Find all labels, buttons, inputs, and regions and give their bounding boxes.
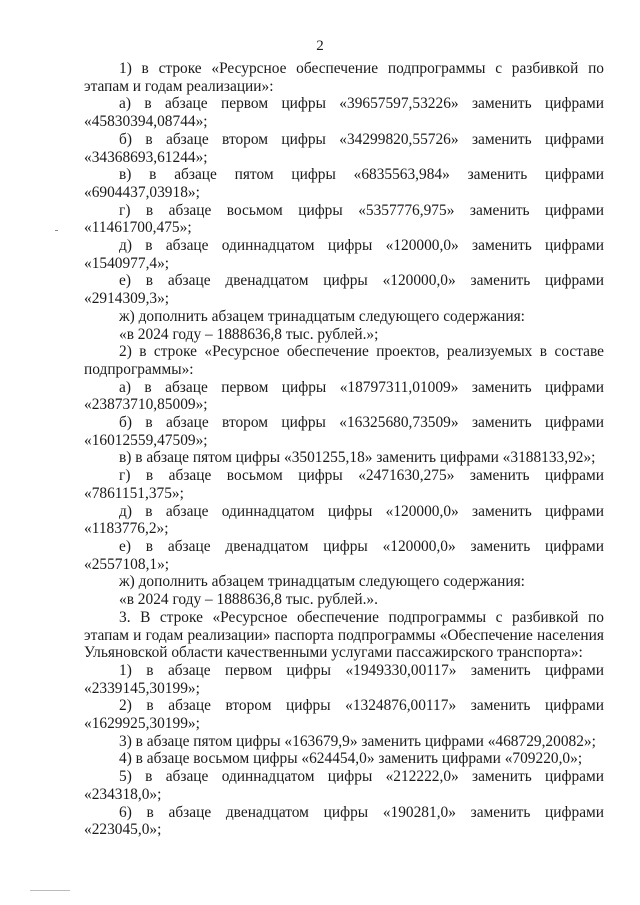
paragraph: ж) дополнить абзацем тринадцатым следующего содержания: (119, 573, 525, 591)
paragraph: д) в абзаце одиннадцатом цифры «120000,0» заменить цифрами «1540977,4»; (84, 237, 604, 272)
paragraph: 1) в абзаце первом цифры «1949330,00117» заменить цифрами «2339145,30199»; (84, 661, 604, 697)
paragraph: 1) в строке «Ресурсное обеспечение подпрограммы с разбивкой по этапам и годам реализации»: (84, 60, 604, 95)
paragraph: 3. В строке «Ресурсное обеспечение подпрограммы с разбивкой по этапам и годам реализации» паспорта подпрограммы «Обеспечение населения Ульяновской области качественными услугами пассажирского транспорта»: (84, 608, 604, 662)
paragraph: 2) в строке «Ресурсное обеспечение проектов, реализуемых в составе подпрограммы»: (84, 343, 604, 378)
paragraph: 6) в абзаце двенадцатом цифры «190281,0» заменить цифрами «223045,0»; (84, 803, 604, 839)
paragraph: г) в абзаце восьмом цифры «5357776,975» заменить цифрами «11461700,475»; (84, 201, 604, 237)
scan-artifact (55, 230, 58, 231)
paragraph: е) в абзаце двенадцатом цифры «120000,0» заменить цифрами «2914309,3»; (84, 272, 604, 308)
paragraph: е) в абзаце двенадцатом цифры «120000,0» заменить цифрами «2557108,1»; (84, 537, 604, 573)
paragraph: в) в абзаце пятом цифры «6835563,984» заменить цифрами «6904437,03918»; (84, 166, 604, 201)
paragraph: д) в абзаце одиннадцатом цифры «120000,0» заменить цифрами «1183776,2»; (84, 502, 604, 538)
paragraph: а) в абзаце первом цифры «39657597,53226» заменить цифрами «45830394,08744»; (84, 95, 604, 131)
paragraph: б) в абзаце втором цифры «16325680,73509» заменить цифрами «16012559,47509»; (84, 414, 604, 449)
paragraph: 5) в абзаце одиннадцатом цифры «212222,0» заменить цифрами «234318,0»; (84, 768, 604, 803)
page-number: 2 (316, 38, 324, 54)
paragraph: 3) в абзаце пятом цифры «163679,9» заменить цифрами «468729,20082»; (119, 732, 596, 750)
paragraph: «в 2024 году – 1888636,8 тыс. рублей.». (119, 591, 378, 609)
paragraph: «в 2024 году – 1888636,8 тыс. рублей.»; (119, 325, 379, 343)
document-body (84, 60, 604, 839)
paragraph: г) в абзаце восьмом цифры «2471630,275» заменить цифрами «7861151,375»; (84, 467, 604, 502)
paragraph: ж) дополнить абзацем тринадцатым следующего содержания: (119, 307, 525, 325)
paragraph: 2) в абзаце втором цифры «1324876,00117» заменить цифрами «1629925,30199»; (84, 697, 604, 733)
paragraph: а) в абзаце первом цифры «18797311,01009» заменить цифрами «23873710,85009»; (84, 378, 604, 414)
paragraph: б) в абзаце втором цифры «34299820,55726» заменить цифрами «34368693,61244»; (84, 130, 604, 166)
paragraph: в) в абзаце пятом цифры «3501255,18» заменить цифрами «3188133,92»; (119, 449, 596, 467)
paragraph: 4) в абзаце восьмом цифры «624454,0» заменить цифрами «709220,0»; (119, 750, 583, 768)
scan-artifact (30, 890, 70, 891)
